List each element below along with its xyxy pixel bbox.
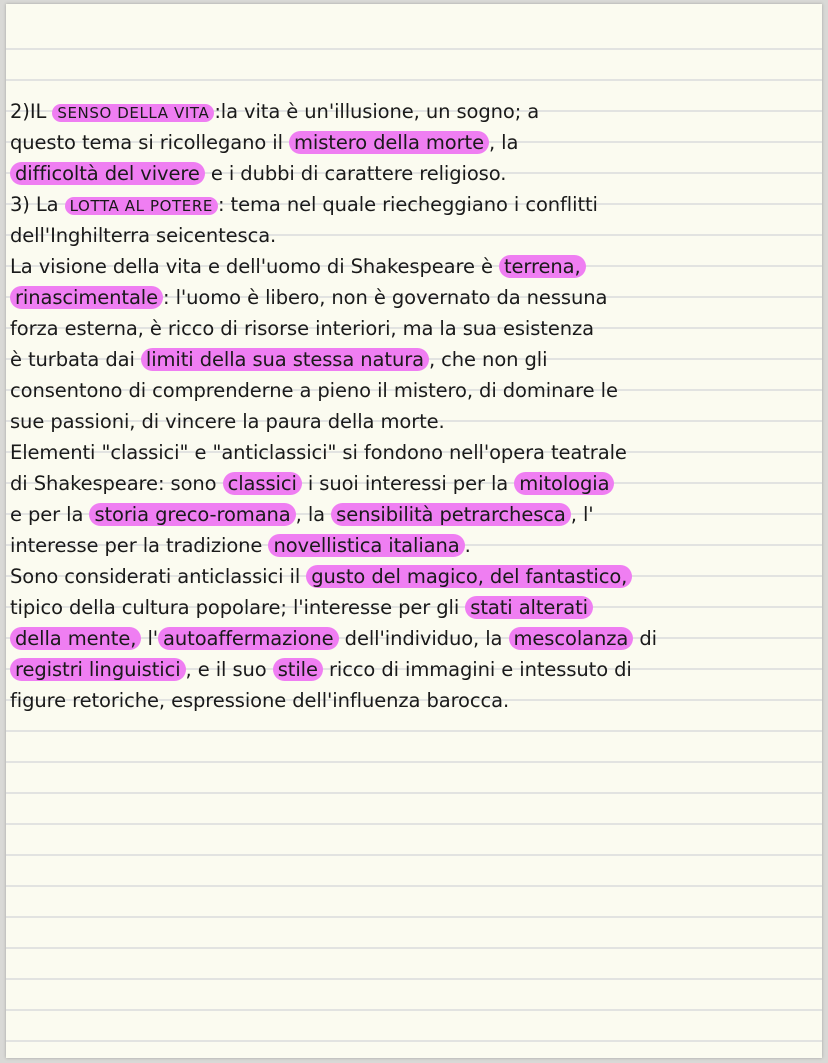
highlighted-text: SENSO DELLA VITA <box>52 104 214 122</box>
note-line <box>10 592 818 623</box>
highlighted-text: mitologia <box>514 472 614 495</box>
highlighted-text: gusto del magico, del fantastico, <box>306 565 632 588</box>
note-line <box>10 685 818 716</box>
note-text: , che non gli <box>428 348 548 371</box>
note-text: questo tema si ricollegano il <box>10 131 289 154</box>
note-line <box>10 189 818 220</box>
note-text: : tema nel quale riecheggiano i conflitti <box>217 193 598 216</box>
highlighted-text: mistero della morte <box>289 131 489 154</box>
highlighted-text: LOTTA AL POTERE <box>65 197 218 215</box>
note-line <box>10 127 818 158</box>
note-text: dell'individuo, la <box>338 627 509 650</box>
note-line <box>10 96 818 127</box>
highlighted-text: della mente, <box>10 627 141 650</box>
note-line <box>10 158 818 189</box>
note-text: i suoi interessi per la <box>301 472 515 495</box>
note-line <box>10 654 818 685</box>
note-text: 3) La <box>10 193 65 216</box>
highlighted-text: stile <box>273 658 323 681</box>
note-text: , la <box>295 503 332 526</box>
note-text: figure retoriche, espressione dell'influenza barocca. <box>10 689 510 712</box>
highlighted-text: novellistica italiana <box>268 534 464 557</box>
note-text: forza esterna, è ricco di risorse interiori, ma la sua esistenza <box>10 317 594 340</box>
highlighted-text: sensibilità petrarchesca <box>331 503 571 526</box>
note-text: tipico della cultura popolare; l'interesse per gli <box>10 596 466 619</box>
note-text: e per la <box>10 503 90 526</box>
note-text: , e il suo <box>185 658 273 681</box>
highlighted-text: mescolanza <box>509 627 634 650</box>
note-text: consentono di comprenderne a pieno il mistero, di dominare le <box>10 379 618 402</box>
note-line <box>10 623 818 654</box>
highlighted-text: stati alterati <box>465 596 593 619</box>
note-line <box>10 499 818 530</box>
highlighted-text: storia greco-romana <box>89 503 295 526</box>
note-line <box>10 282 818 313</box>
note-text: di Shakespeare: sono <box>10 472 223 495</box>
note-line <box>10 313 818 344</box>
note-text: , l' <box>570 503 594 526</box>
note-text: 2)IL <box>10 100 53 123</box>
note-text: l' <box>141 627 159 650</box>
highlighted-text: limiti della sua stessa natura <box>141 348 429 371</box>
highlighted-text: autoaffermazione <box>158 627 339 650</box>
note-text: sue passioni, di vincere la paura della morte. <box>10 410 445 433</box>
note-text: La visione della vita e dell'uomo di Shakespeare è <box>10 255 499 278</box>
note-text: , la <box>488 131 519 154</box>
note-text: ricco di immagini e intessuto di <box>322 658 632 681</box>
note-text: . <box>464 534 471 557</box>
note-line <box>10 344 818 375</box>
note-text: Elementi "classici" e "anticlassici" si fondono nell'opera teatrale <box>10 441 627 464</box>
note-line <box>10 530 818 561</box>
handwritten-notes <box>10 96 818 716</box>
notebook-page <box>6 4 822 1058</box>
highlighted-text: difficoltà del vivere <box>10 162 205 185</box>
note-line <box>10 251 818 282</box>
highlighted-text: rinascimentale <box>10 286 163 309</box>
note-line <box>10 406 818 437</box>
note-text: : l'uomo è libero, non è governato da nessuna <box>163 286 608 309</box>
highlighted-text: terrena, <box>499 255 586 278</box>
note-text: interesse per la tradizione <box>10 534 269 557</box>
note-text: e i dubbi di carattere religioso. <box>204 162 507 185</box>
note-line <box>10 468 818 499</box>
note-text: dell'Inghilterra seicentesca. <box>10 224 277 247</box>
note-line <box>10 561 818 592</box>
note-line <box>10 437 818 468</box>
note-text: :la vita è un'illusione, un sogno; a <box>214 100 540 123</box>
highlighted-text: registri linguistici <box>10 658 186 681</box>
highlighted-text: classici <box>223 472 302 495</box>
note-text: Sono considerati anticlassici il <box>10 565 307 588</box>
note-text: è turbata dai <box>10 348 141 371</box>
note-line <box>10 375 818 406</box>
note-text: di <box>633 627 657 650</box>
note-line <box>10 220 818 251</box>
